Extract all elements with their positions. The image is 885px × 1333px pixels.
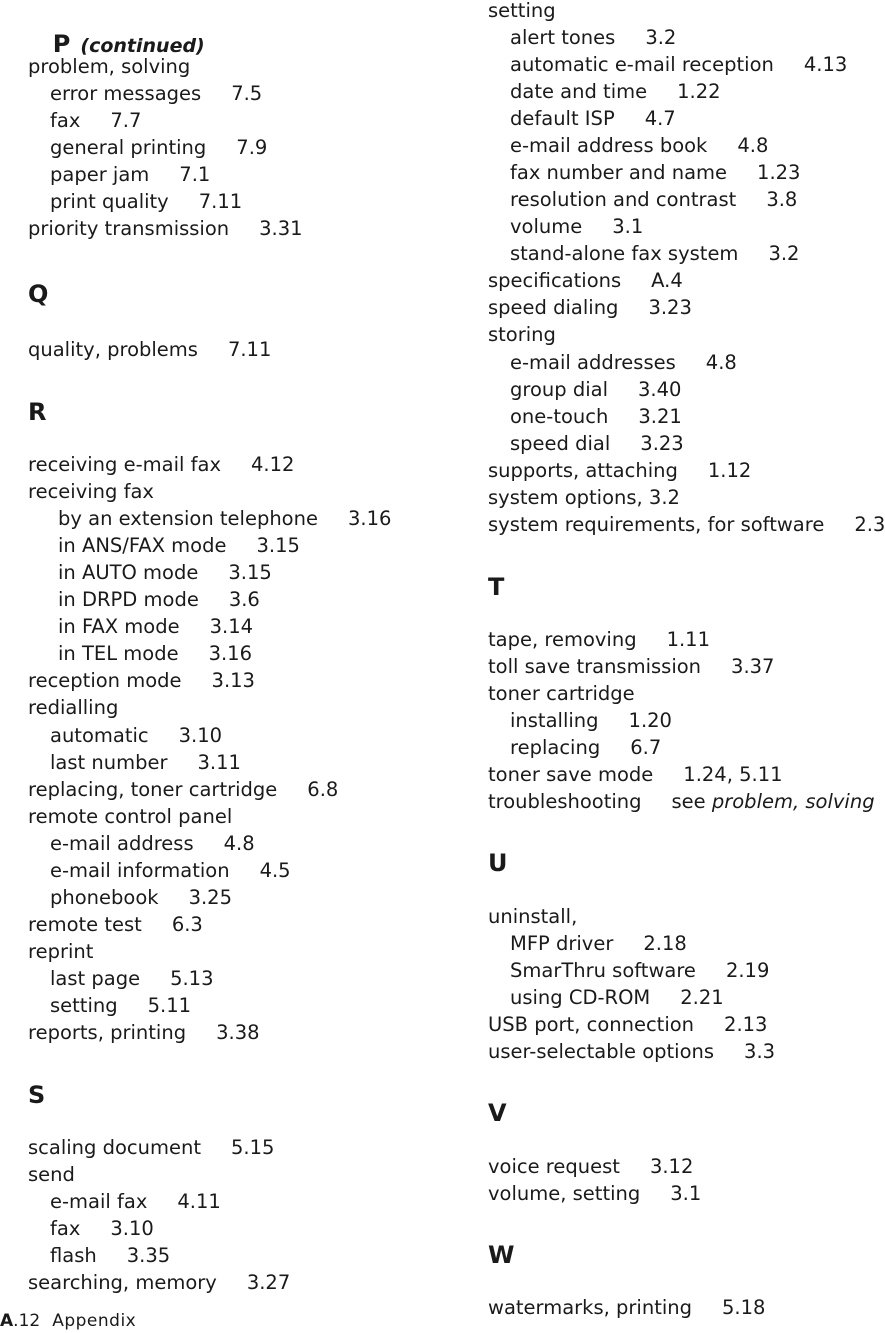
index-term: error messages [50, 82, 202, 105]
index-term: remote control panel [28, 805, 233, 828]
index-entry [488, 0, 556, 24]
index-subentry [510, 240, 799, 267]
index-entry [28, 336, 271, 363]
section-letter-heading [488, 1098, 507, 1128]
index-term: storing [488, 323, 556, 346]
section-letter: R [28, 398, 47, 426]
index-entry [488, 1180, 701, 1207]
index-term: automatic [50, 724, 149, 747]
index-term: scaling document [28, 1136, 201, 1159]
page-reference: 6.3 [171, 913, 203, 936]
page-reference: 4.12 [250, 453, 295, 476]
index-term: MFP driver [510, 932, 614, 955]
index-term: using CD-ROM [510, 986, 651, 1009]
index-subentry [50, 722, 222, 749]
page-reference: 3.8 [766, 188, 798, 211]
index-entry [488, 511, 885, 538]
index-term: quality, problems [28, 338, 198, 361]
index-entry [488, 788, 875, 815]
index-term: priority transmission [28, 217, 230, 240]
page-reference: 5.13 [170, 967, 214, 990]
page-reference: A.4 [651, 269, 683, 292]
page-reference: 3.2 [768, 242, 800, 265]
index-term: e-mail address book [510, 134, 708, 157]
index-term: reprint [28, 940, 94, 963]
index-entry [28, 911, 203, 938]
index-entry [28, 1019, 260, 1046]
page-reference: 3.16 [347, 507, 392, 530]
index-subentry [58, 640, 252, 667]
page-reference: 4.8 [737, 134, 769, 157]
section-letter-heading [28, 397, 46, 427]
footer-appendix-letter: A [0, 1311, 14, 1331]
index-subentry [50, 992, 191, 1019]
index-term: voice request [488, 1155, 620, 1178]
index-subentry [50, 965, 214, 992]
section-letter-heading [488, 572, 504, 602]
index-entry [28, 215, 303, 242]
page-reference: 4.13 [803, 53, 848, 76]
continued-note: (continued) [80, 35, 205, 57]
section-letter: V [488, 1099, 507, 1127]
index-entry [488, 321, 556, 348]
page-footer [0, 1309, 136, 1333]
index-entry [488, 680, 635, 707]
index-term: volume [510, 215, 583, 238]
index-subentry [510, 930, 687, 957]
page-reference: see [671, 790, 706, 813]
index-term: speed dialing [488, 296, 619, 319]
index-term: problem, solving [28, 55, 191, 78]
index-term: flash [50, 1244, 97, 1267]
index-subentry [50, 161, 210, 188]
index-term: USB port, connection [488, 1013, 695, 1036]
page-reference: 3.15 [256, 534, 300, 557]
page-reference: 5.15 [231, 1136, 275, 1159]
index-term: system options, 3.2 [488, 486, 680, 509]
page-reference: 7.7 [110, 109, 142, 132]
index-term: in FAX mode [58, 615, 180, 638]
index-subentry [510, 105, 676, 132]
page-reference: 3.38 [216, 1021, 260, 1044]
page-reference: 7.11 [198, 190, 243, 213]
index-subentry [50, 188, 242, 215]
section-letter-heading [28, 1080, 45, 1110]
page-reference: 4.7 [644, 107, 676, 130]
index-entry [28, 803, 232, 830]
index-entry [28, 667, 255, 694]
index-entry [488, 294, 692, 321]
index-subentry [58, 586, 260, 613]
page-reference: 3.23 [640, 432, 684, 455]
page-reference: 3.1 [612, 215, 644, 238]
index-entry [28, 1269, 290, 1296]
index-term: specifications [488, 269, 622, 292]
index-entry [488, 761, 783, 788]
index-subentry [50, 80, 262, 107]
page-reference: 4.5 [259, 859, 291, 882]
section-letter: Q [28, 280, 49, 308]
index-subentry [50, 1215, 154, 1242]
index-term: in DRPD mode [58, 588, 199, 611]
page-reference: 2.18 [643, 932, 687, 955]
page-reference: 5.11 [147, 994, 192, 1017]
index-subentry [58, 613, 253, 640]
index-term: setting [50, 994, 118, 1017]
index-entry [28, 451, 294, 478]
page-reference: 4.11 [177, 1190, 221, 1213]
index-term: print quality [50, 190, 169, 213]
page-reference: 3.13 [211, 669, 255, 692]
index-term: default ISP [510, 107, 615, 130]
index-subentry [510, 403, 682, 430]
footer-page-number: .12 [13, 1311, 41, 1331]
page-reference: 1.20 [628, 709, 672, 732]
index-term: replacing, toner cartridge [28, 778, 278, 801]
cross-reference: problem, solving [711, 790, 875, 813]
page-reference: 3.16 [208, 642, 252, 665]
page-reference: 2.21 [680, 986, 724, 1009]
index-term: e-mail information [50, 859, 230, 882]
index-term: supports, attaching [488, 459, 678, 482]
index-subentry [50, 1188, 221, 1215]
index-term: last number [50, 751, 168, 774]
page-reference: 2.3 [854, 513, 885, 536]
page-reference: 4.8 [705, 351, 737, 374]
index-subentry [510, 734, 661, 761]
index-term: watermarks, printing [488, 1296, 692, 1319]
index-subentry [510, 132, 768, 159]
page-reference: 3.6 [228, 588, 260, 611]
index-term: e-mail fax [50, 1190, 148, 1213]
index-term: stand-alone fax system [510, 242, 739, 265]
index-subentry [50, 884, 232, 911]
index-entry [488, 1038, 775, 1065]
section-letter: W [488, 1241, 515, 1269]
index-subentry [58, 532, 300, 559]
index-entry [28, 776, 338, 803]
index-term: one-touch [510, 405, 609, 428]
page-reference: 3.10 [178, 724, 223, 747]
index-subentry [510, 213, 643, 240]
page-reference: 3.25 [188, 886, 232, 909]
index-subentry [510, 186, 797, 213]
section-letter: P [52, 30, 71, 58]
page-reference: 1.11 [666, 628, 710, 651]
index-subentry [510, 159, 800, 186]
page-reference: 3.2 [645, 26, 677, 49]
index-term: toner cartridge [488, 682, 635, 705]
index-term: date and time [510, 80, 648, 103]
index-subentry [510, 984, 724, 1011]
index-term: troubleshooting [488, 790, 642, 813]
index-entry [488, 1011, 767, 1038]
index-term: fax number and name [510, 161, 728, 184]
index-term: by an extension telephone [58, 507, 318, 530]
index-entry [488, 1294, 765, 1321]
index-entry [28, 938, 93, 965]
page-reference: 3.12 [649, 1155, 694, 1178]
section-letter-heading [488, 848, 508, 878]
page-reference: 3.15 [228, 561, 272, 584]
index-subentry [510, 349, 737, 376]
index-subentry [50, 857, 291, 884]
index-term: tape, removing [488, 628, 637, 651]
index-entry [488, 1153, 693, 1180]
page-reference: 3.3 [744, 1040, 776, 1063]
index-term: toner save mode [488, 763, 654, 786]
index-entry [488, 903, 577, 930]
page-reference: 5.18 [722, 1296, 766, 1319]
index-entry [28, 1134, 274, 1161]
index-term: system requirements, for software [488, 513, 825, 536]
index-entry [488, 653, 774, 680]
page-reference: 3.10 [110, 1217, 154, 1240]
index-term: alert tones [510, 26, 616, 49]
index-term: send [28, 1163, 75, 1186]
index-term: searching, memory [28, 1271, 217, 1294]
page-reference: 6.7 [630, 736, 662, 759]
index-subentry [510, 957, 769, 984]
index-term: general printing [50, 136, 207, 159]
index-term: volume, setting [488, 1182, 641, 1205]
index-term: in AUTO mode [58, 561, 199, 584]
index-term: SmarThru software [510, 959, 696, 982]
index-term: uninstall, [488, 905, 578, 928]
index-subentry [50, 830, 255, 857]
page-reference: 3.40 [638, 378, 682, 401]
index-term: toll save transmission [488, 655, 702, 678]
index-subentry [50, 1242, 170, 1269]
page-reference: 7.9 [236, 136, 268, 159]
page-reference: 2.19 [725, 959, 770, 982]
index-term: in ANS/FAX mode [58, 534, 227, 557]
index-subentry [510, 78, 721, 105]
index-term: e-mail address [50, 832, 194, 855]
page-reference: 1.12 [707, 459, 752, 482]
section-letter: U [488, 849, 508, 877]
index-term: in TEL mode [58, 642, 179, 665]
index-term: setting [488, 0, 556, 22]
section-letter: S [28, 1081, 46, 1109]
index-term: paper jam [50, 163, 150, 186]
index-entry [28, 694, 118, 721]
page-reference: 3.11 [197, 751, 241, 774]
page-reference: 6.8 [307, 778, 339, 801]
index-term: speed dial [510, 432, 611, 455]
index-term: e-mail addresses [510, 351, 676, 374]
page-reference: 1.22 [677, 80, 721, 103]
index-subentry [510, 430, 684, 457]
index-term: last page [50, 967, 141, 990]
page-reference: 3.37 [731, 655, 775, 678]
page-reference: 3.21 [638, 405, 682, 428]
page-reference: 4.8 [223, 832, 255, 855]
index-subentry [510, 24, 676, 51]
page-reference: 3.31 [259, 217, 303, 240]
page-reference: 3.27 [246, 1271, 291, 1294]
index-term: receiving e-mail fax [28, 453, 221, 476]
index-subentry [58, 505, 391, 532]
index-term: receiving fax [28, 480, 154, 503]
index-term: automatic e-mail reception [510, 53, 774, 76]
section-letter: T [488, 573, 505, 601]
index-term: phonebook [50, 886, 159, 909]
page-reference: 2.13 [724, 1013, 768, 1036]
page-reference: 3.14 [209, 615, 254, 638]
index-entry [488, 626, 710, 653]
index-term: redialling [28, 696, 119, 719]
page-reference: 3.35 [126, 1244, 171, 1267]
index-term: replacing [510, 736, 601, 759]
index-entry [488, 484, 680, 511]
index-subentry [510, 376, 681, 403]
index-subentry [50, 749, 241, 776]
index-subentry [58, 559, 272, 586]
page-reference: 7.11 [227, 338, 272, 361]
index-term: user-selectable options [488, 1040, 715, 1063]
page-reference: 3.1 [670, 1182, 702, 1205]
index-term: fax [50, 109, 81, 132]
index-entry [28, 478, 154, 505]
index-entry [28, 53, 190, 80]
index-term: reports, printing [28, 1021, 187, 1044]
index-entry [488, 267, 683, 294]
page-reference: 7.5 [231, 82, 263, 105]
index-term: fax [50, 1217, 81, 1240]
index-subentry [50, 107, 141, 134]
page-reference: 1.23 [757, 161, 801, 184]
section-letter-heading [28, 279, 48, 309]
page-reference: 1.24, 5.11 [683, 763, 783, 786]
index-term: remote test [28, 913, 142, 936]
index-subentry [50, 134, 267, 161]
index-term: group dial [510, 378, 608, 401]
index-entry [28, 1161, 75, 1188]
page-reference: 3.23 [648, 296, 692, 319]
index-entry [488, 457, 751, 484]
index-term: installing [510, 709, 599, 732]
footer-section-label: Appendix [52, 1311, 137, 1331]
index-subentry [510, 707, 672, 734]
index-subentry [510, 51, 847, 78]
index-term: reception mode [28, 669, 182, 692]
index-term: resolution and contrast [510, 188, 737, 211]
section-letter-heading [488, 1240, 514, 1270]
page-reference: 7.1 [179, 163, 211, 186]
